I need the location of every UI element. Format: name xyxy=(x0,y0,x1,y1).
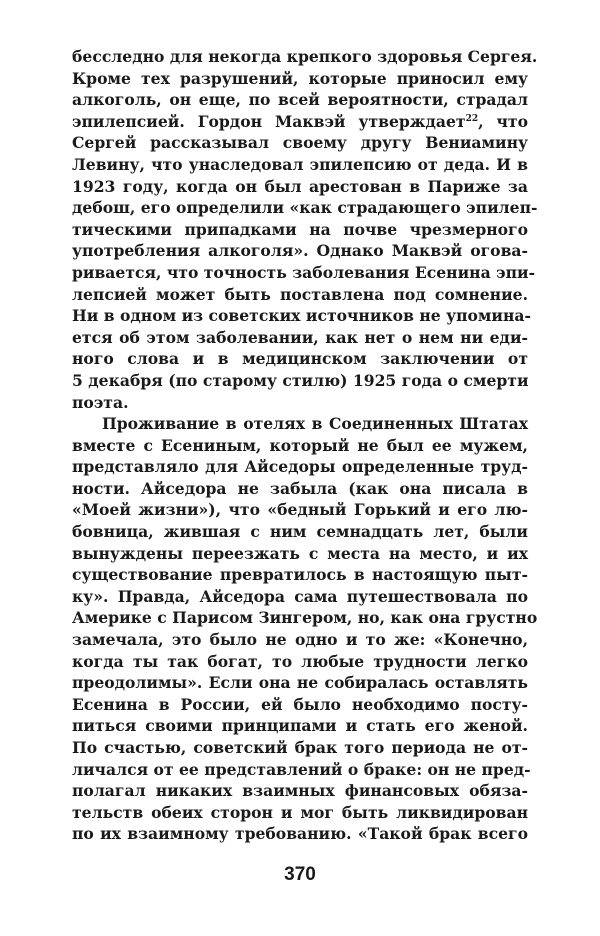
page-body-text xyxy=(72,46,538,845)
text-span: эпилепсией. Гордон Маквэй утверждает xyxy=(72,111,466,131)
text-line: тельств обеих сторон и мог быть ликвидирован xyxy=(72,802,528,822)
text-line: вынуждены переезжать с места на место, и их xyxy=(72,543,528,563)
text-line: Америке с Парисом Зингером, но, как она грустно xyxy=(72,608,538,628)
page-number: 370 xyxy=(284,864,316,885)
text-line: вместе с Есениным, который не был ее мужем, xyxy=(72,435,528,455)
text-line: 1923 году, когда он был арестован в Париже за xyxy=(72,176,528,196)
text-line: преодолимы». Если она не собиралась оставлять xyxy=(72,673,528,693)
text-line: По счастью, советский брак того периода не от- xyxy=(72,738,528,757)
text-line: представляло для Айседоры определенные труд- xyxy=(72,457,528,477)
text-line: 5 декабря (по старому стилю) 1925 года о смерти xyxy=(72,370,529,390)
text-line: бесследно для некогда крепкого здоровья Сергея. xyxy=(72,47,538,66)
text-line: питься своими принципами и стать его женой. xyxy=(72,716,528,736)
text-line: по их взаимному требованию. «Такой брак всего xyxy=(72,824,528,844)
text-line: ется об этом заболевании, как нет о нем ни еди- xyxy=(72,327,528,347)
text-line: поэта. xyxy=(72,392,129,412)
text-line: полагал никаких взаимных финансовых обяза- xyxy=(72,781,528,801)
text-span: , что xyxy=(478,111,528,131)
text-line: ривается, что точность заболевания Есенина эпи- xyxy=(72,262,536,282)
text-line: Ни в одном из советских источников не упомина- xyxy=(72,306,531,326)
text-line: ности. Айседора не забыла (как она писала в xyxy=(72,478,528,498)
text-line: дебош, его определили «как страдающего эпилеп- xyxy=(72,198,538,218)
footnote-reference: 22 xyxy=(465,113,479,124)
text-line: лепсией может быть поставлена под сомнение. xyxy=(72,284,528,304)
text-line: ного слова и в медицинском заключении от xyxy=(72,349,528,369)
text-line: замечала, это было не одно и то же: «Конечно, xyxy=(72,630,528,650)
text-line: Сергей рассказывал своему другу Вениамину xyxy=(72,133,528,153)
text-line: Левину, что унаследовал эпилепсию от деда. И в xyxy=(72,154,528,174)
text-line xyxy=(72,111,528,133)
text-line: «Моей жизни»), что «бедный Горький и его лю- xyxy=(72,500,528,520)
text-line: когда ты так богат, то любые трудности легко xyxy=(72,651,528,671)
text-line: тическими припадками на почве чрезмерного xyxy=(72,219,528,239)
text-line: бовница, жившая с ним семнадцать лет, были xyxy=(72,522,528,542)
text-line: Кроме тех разрушений, которые приносил ему xyxy=(72,68,528,88)
text-line: Есенина в России, ей было необходимо посту- xyxy=(72,694,528,714)
text-line: ку». Правда, Айседора сама путешествовала по xyxy=(72,586,528,606)
text-line: личался от ее представлений о браке: он не пред- xyxy=(72,759,531,779)
text-line: Проживание в отелях в Соединенных Штатах xyxy=(102,414,528,434)
text-line: употребления алкоголя». Однако Маквэй огова- xyxy=(72,241,528,261)
text-line: алкоголь, он еще, по всей вероятности, страдал xyxy=(72,90,528,110)
text-line: существование превратилось в настоящую пыт- xyxy=(72,565,528,585)
